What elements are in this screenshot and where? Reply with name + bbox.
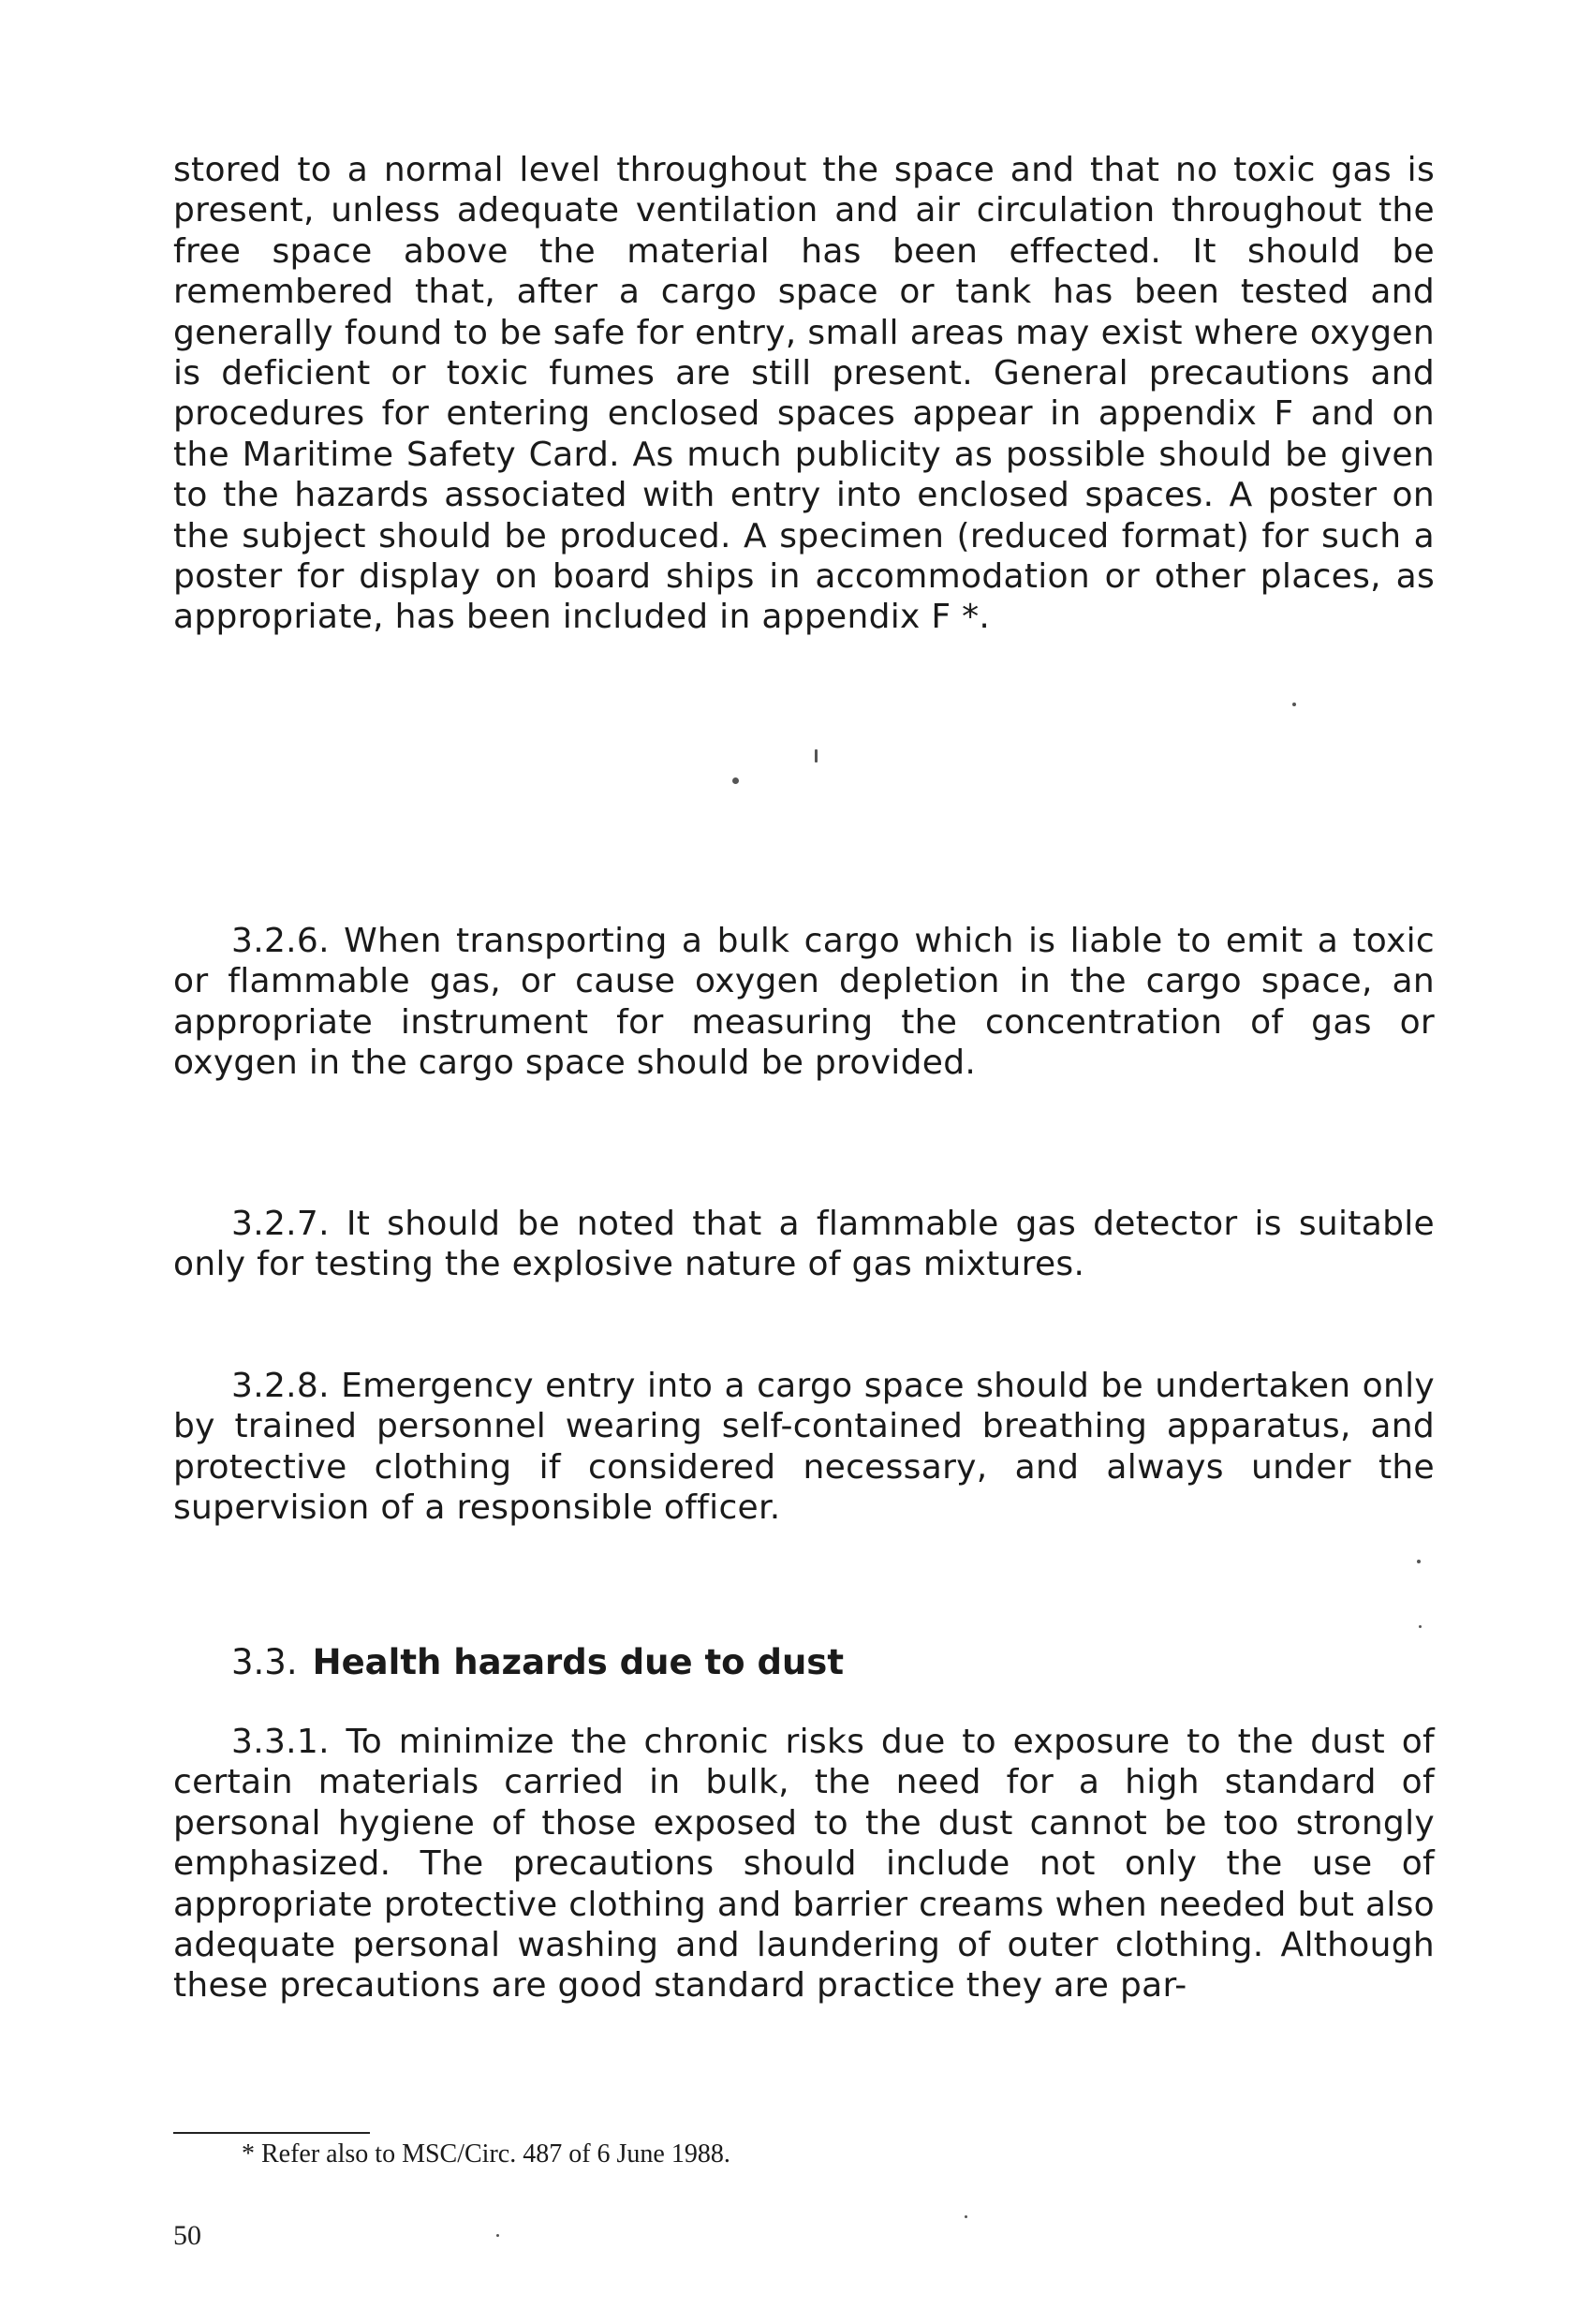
scan-speck: [965, 2215, 967, 2218]
scan-speck: [496, 2234, 499, 2237]
scan-speck: [1417, 1560, 1421, 1563]
paragraph-3-2-8: 3.2.8. Emergency entry into a cargo space should be undertaken only by trained personnel wearing self-contained breathing apparatus, and protective clothing if considered necessary, and always under the supervision of a responsible officer.: [173, 1367, 1435, 1528]
paragraph-continued: stored to a normal level throughout the space and that no toxic gas is present, unless adequate ventilation and air circulation throughout the free space above the material has been effected. It should be remembered that, after a cargo space or tank has been tested and generally found to be safe for entry, small areas may exist where oxygen is deficient or toxic fumes are still present. General precautions and procedures for entering enclosed spaces appear in appendix F and on the Maritime Safety Card. As much publicity as possible should be given to the hazards associated with entry into enclosed spaces. A poster on the subject should be produced. A specimen (reduced format) for such a poster for display on board ships in accommodation or other places, as appropriate, has been included in appendix F *.: [173, 151, 1435, 637]
page-number: 50: [173, 2220, 201, 2251]
section-number: 3.3.: [231, 1642, 298, 1682]
scan-speck: [1419, 1625, 1422, 1628]
paragraph-3-2-7: 3.2.7. It should be noted that a flammable gas detector is suitable only for testing the explosive nature of gas mixtures.: [173, 1205, 1435, 1284]
paragraph-3-3-1: 3.3.1. To minimize the chronic risks due to exposure to the dust of certain materials carried in bulk, the need for a high standard of personal hygiene of those exposed to the dust cannot be too strongly emphasized. The precautions should include not only the use of appropriate protective clothing and barrier creams when needed but also adequate personal washing and laundering of outer clothing. Although these precautions are good standard practice they are par-: [173, 1723, 1435, 2006]
paragraph-3-2-6: 3.2.6. When transporting a bulk cargo which is liable to emit a toxic or flammable gas, or cause oxygen depletion in the cargo space, an appropriate instrument for measuring the concentration of gas or oxygen in the cargo space should be provided.: [173, 922, 1435, 1083]
section-title: Health hazards due to dust: [312, 1642, 845, 1682]
footnote-divider: [173, 2132, 370, 2134]
scan-speck: [815, 749, 818, 762]
section-heading-3-3: [231, 1641, 844, 1684]
scan-speck: [732, 777, 739, 784]
scan-speck: [1292, 703, 1296, 706]
footnote: * Refer also to MSC/Circ. 487 of 6 June 1988.: [242, 2139, 730, 2169]
